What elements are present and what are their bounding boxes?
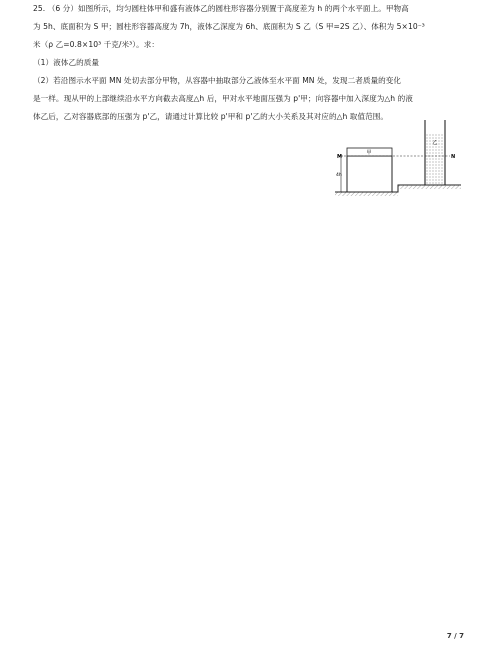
container-yi xyxy=(425,120,445,185)
question-line-6: 是一样。现从甲的上部继续沿水平方向截去高度△h 后，甲对水平地面压强为 p'甲；向容器中加入深度为△h 的液 xyxy=(33,94,413,103)
label-m: M xyxy=(337,154,342,160)
label-n: N xyxy=(451,154,456,160)
question-line-1: 25. （6 分）如图所示，均匀圆柱体甲和盛有液体乙的圆柱形容器分别置于高度差为 h 的两个水平面上。甲物高 xyxy=(33,4,409,13)
label-jia: 甲 xyxy=(366,150,372,156)
cylinder-jia xyxy=(347,156,392,192)
question-line-3: 米（ρ 乙=0.8×10³ 千克/米³）。求： xyxy=(33,40,160,49)
question-line-4: （1）液体乙的质量 xyxy=(33,58,100,67)
question-line-5: （2）若沿图示水平面 MN 处切去部分甲物，从容器中抽取部分乙液体至水平面 MN 处，发现二者质量的变化 xyxy=(33,76,402,85)
label-4h: 4h xyxy=(336,173,342,178)
label-yi: 乙 xyxy=(432,140,438,146)
question-25 xyxy=(33,0,463,54)
question-line-7: 体乙后，乙对容器底部的压强为 p'乙，请通过计算比较 p'甲和 p'乙的大小关系及其对应的△h 取值范围。 xyxy=(33,112,389,121)
physics-diagram xyxy=(333,116,463,204)
sub-question-1 xyxy=(33,54,463,72)
question-line-2: 为 5h、底面积为 S 甲；圆柱形容器高度为 7h，液体乙深度为 6h、底面积为 S 乙（S 甲=2S 乙）、体积为 5×10⁻³ xyxy=(33,22,425,31)
page-number: 7 / 7 xyxy=(446,632,464,640)
